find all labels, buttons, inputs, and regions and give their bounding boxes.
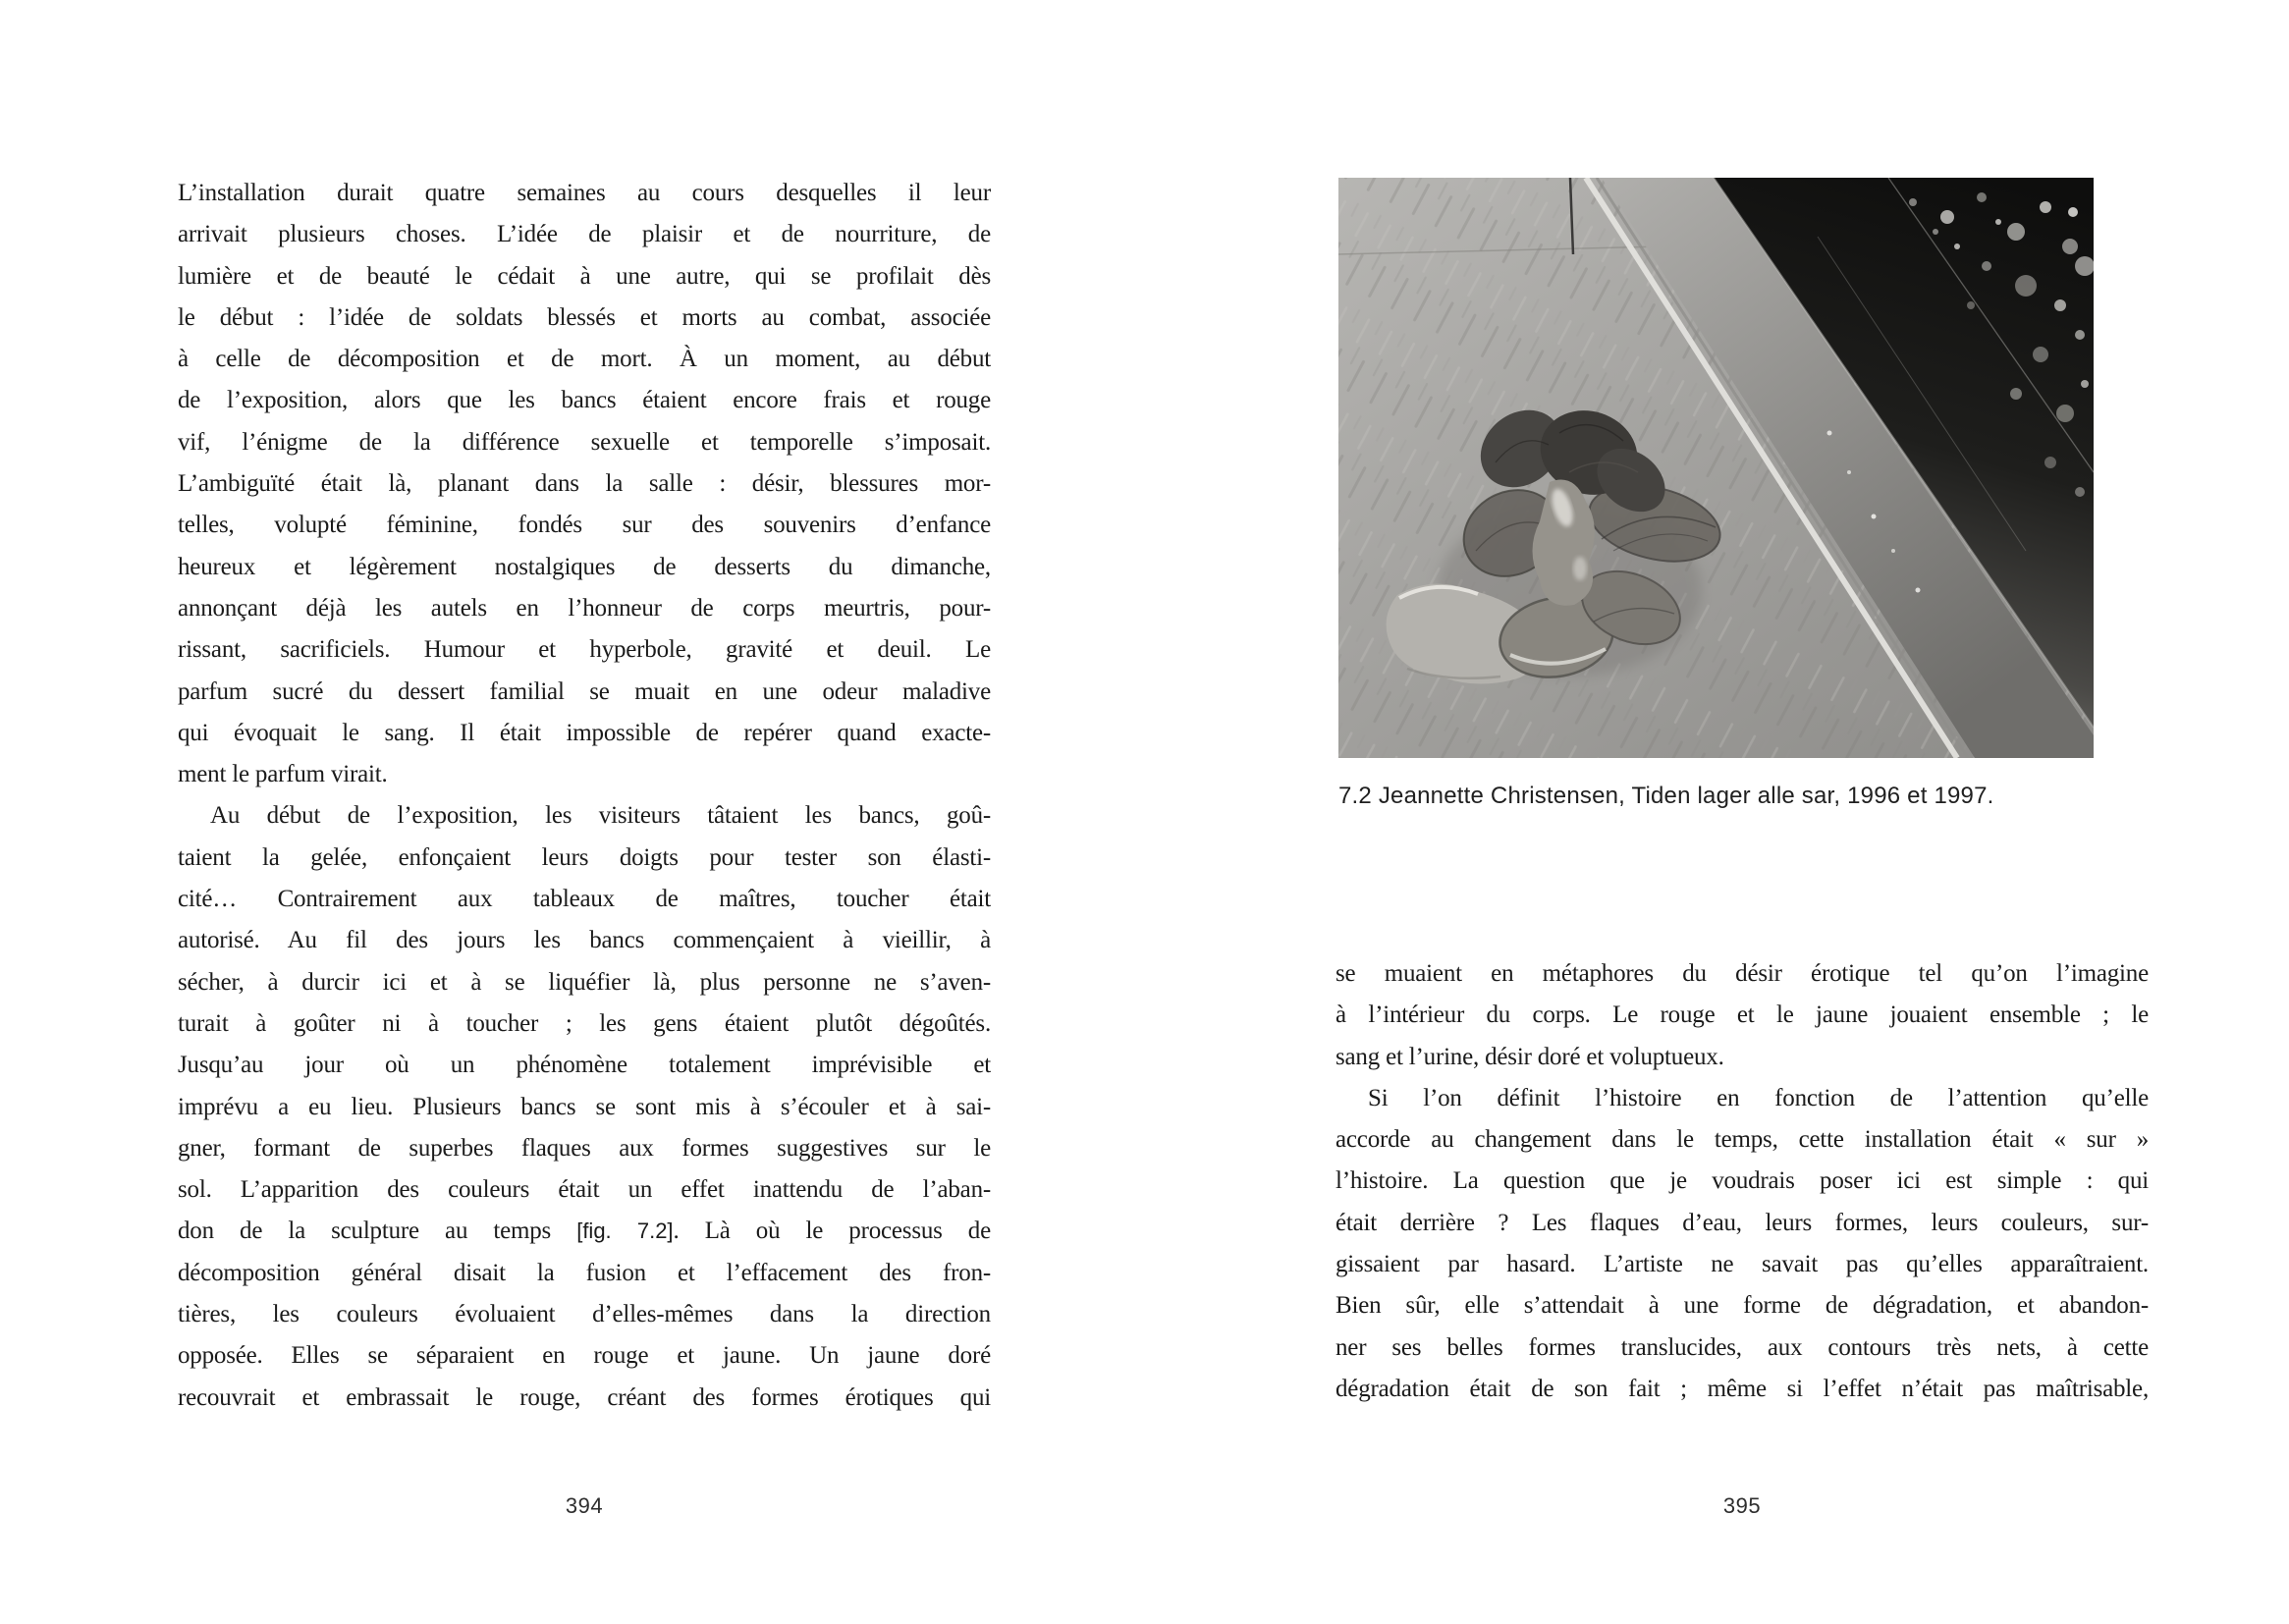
text-line: telles, volupté féminine, fondés sur des souvenirs d’enfance	[178, 512, 991, 539]
figure-caption: 7.2 Jeannette Christensen, Tiden lager alle sar, 1996 et 1997.	[1338, 783, 1994, 809]
text-line: annonçant déjà les autels en l’honneur de corps meurtris, pour-	[178, 594, 991, 622]
text-line: dégradation était de son fait ; même si l’effet n’était pas maîtrisable,	[1335, 1375, 2149, 1402]
right-page-text	[1335, 953, 2149, 1410]
text-line: était derrière ? Les flaques d’eau, leurs formes, leurs couleurs, sur-	[1335, 1209, 2149, 1236]
text-line: à celle de décomposition et de mort. À un moment, au début	[178, 346, 991, 373]
text-line: rissant, sacrificiels. Humour et hyperbole, gravité et deuil. Le	[178, 636, 991, 664]
text-line: Bien sûr, elle s’attendait à une forme de dégradation, et abandon-	[1335, 1292, 2149, 1320]
text-line: cité… Contrairement aux tableaux de maîtres, toucher était	[178, 886, 991, 913]
text-line: qui évoquait le sang. Il était impossible de repérer quand exacte-	[178, 719, 991, 746]
text-line: de l’exposition, alors que les bancs étaient encore frais et rouge	[178, 387, 991, 414]
text-line: imprévu a eu lieu. Plusieurs bancs se sont mis à s’écouler et à sai-	[178, 1093, 991, 1120]
figure-photo	[1338, 178, 2094, 758]
text-line: ment le parfum virait.	[178, 761, 388, 788]
text-line: gner, formant de superbes flaques aux formes suggestives sur le	[178, 1134, 991, 1162]
text-line: gissaient par hasard. L’artiste ne savait pas qu’elles apparaîtraient.	[1335, 1251, 2149, 1278]
text-line: Au début de l’exposition, les visiteurs tâtaient les bancs, goû-	[210, 802, 991, 830]
text-line: tières, les couleurs évoluaient d’elles-mêmes dans la direction	[178, 1301, 991, 1328]
left-page-number: 394	[565, 1493, 604, 1518]
text-line: L’installation durait quatre semaines au cours desquelles il leur	[178, 180, 991, 206]
text-line: autorisé. Au fil des jours les bancs commençaient à vieillir, à	[178, 927, 991, 954]
text-line: ner ses belles formes translucides, aux contours très nets, à cette	[1335, 1333, 2149, 1361]
text-line: opposée. Elles se séparaient en rouge et jaune. Un jaune doré	[178, 1342, 991, 1370]
right-page-number: 395	[1722, 1493, 1762, 1518]
text-line: sang et l’urine, désir doré et voluptueux.	[1335, 1043, 1724, 1070]
text-line: heureux et légèrement nostalgiques de desserts du dimanche,	[178, 553, 991, 580]
text-line: se muaient en métaphores du désir érotique tel qu’on l’imagine	[1335, 960, 2149, 987]
text-line: sol. L’apparition des couleurs était un effet inattendu de l’aban-	[178, 1176, 991, 1204]
text-line: Si l’on définit l’histoire en fonction de l’attention qu’elle	[1368, 1084, 2149, 1111]
text-line: recouvrait et embrassait le rouge, créant des formes érotiques qui	[178, 1383, 991, 1411]
text-line: à l’intérieur du corps. Le rouge et le jaune jouaient ensemble ; le	[1335, 1001, 2149, 1029]
photo-canvas	[1338, 178, 2094, 758]
text-line: l’histoire. La question que je voudrais poser ici est simple : qui	[1335, 1167, 2149, 1195]
text-line: don de la sculpture au temps [fig. 7.2]. Là où le processus de	[178, 1218, 991, 1245]
text-line: lumière et de beauté le cédait à une autre, qui se profilait dès	[178, 262, 991, 290]
text-line: Jusqu’au jour où un phénomène totalement imprévisible et	[178, 1052, 991, 1079]
text-line: arrivait plusieurs choses. L’idée de plaisir et de nourriture, de	[178, 221, 991, 248]
text-line: L’ambiguïté était là, planant dans la salle : désir, blessures mor-	[178, 470, 991, 498]
text-line: décomposition général disait la fusion et l’effacement des fron-	[178, 1259, 991, 1286]
text-line: sécher, à durcir ici et à se liquéfier là, plus personne ne s’aven-	[178, 968, 991, 996]
text-line: taient la gelée, enfonçaient leurs doigts pour tester son élasti-	[178, 843, 991, 871]
text-line: accorde au changement dans le temps, cette installation était « sur »	[1335, 1126, 2149, 1154]
text-line: parfum sucré du dessert familial se muait en une odeur maladive	[178, 677, 991, 705]
text-line: vif, l’énigme de la différence sexuelle et temporelle s’imposait.	[178, 428, 991, 456]
text-line: turait à goûter ni à toucher ; les gens étaient plutôt dégoûtés.	[178, 1009, 991, 1037]
text-line: le début : l’idée de soldats blessés et morts au combat, associée	[178, 303, 991, 331]
left-page-text	[178, 173, 991, 1419]
